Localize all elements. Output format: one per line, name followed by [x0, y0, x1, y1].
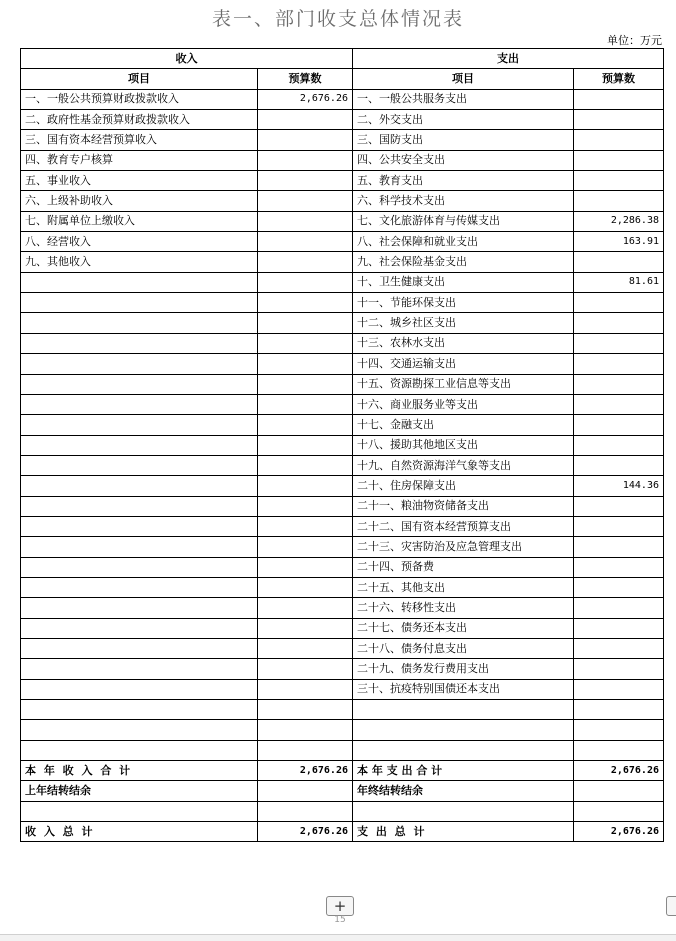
expense-item-cell: 四、公共安全支出: [353, 150, 574, 170]
income-value-cell: [258, 618, 353, 638]
expense-item-cell: 二十六、转移性支出: [353, 598, 574, 618]
side-scroll-button[interactable]: [666, 896, 676, 916]
income-item-cell: [21, 679, 258, 699]
income-value-cell: [258, 232, 353, 252]
expense-item-cell: 二十四、预备费: [353, 557, 574, 577]
expense-item-cell: 十八、援助其他地区支出: [353, 435, 574, 455]
table-row: [21, 415, 664, 435]
table-row: [21, 110, 664, 130]
expense-item-cell: 十五、资源勘探工业信息等支出: [353, 374, 574, 394]
expense-item-cell: 十二、城乡社区支出: [353, 313, 574, 333]
income-budget-header: 预算数: [258, 69, 353, 89]
table-row: [21, 435, 664, 455]
expense-item-cell: 十三、农林水支出: [353, 333, 574, 353]
blank-row: [21, 801, 664, 821]
table-row: [21, 232, 664, 252]
income-item-cell: [21, 638, 258, 658]
income-item-cell: [21, 293, 258, 313]
income-value-cell: [258, 394, 353, 414]
income-item-cell: [21, 272, 258, 292]
expense-item-cell: 二、外交支出: [353, 110, 574, 130]
expense-value-cell: [574, 293, 664, 313]
table-row: [21, 476, 664, 496]
expense-value-cell: [574, 130, 664, 150]
year-expense-total-label: 本 年 支 出 合 计: [353, 761, 574, 781]
expense-value-cell: [574, 171, 664, 191]
income-item-cell: [21, 394, 258, 414]
income-item-cell: 七、附属单位上缴收入: [21, 211, 258, 231]
grand-total-row: [21, 822, 664, 842]
income-item-cell: 四、教育专户核算: [21, 150, 258, 170]
income-item-cell: 八、经营收入: [21, 232, 258, 252]
income-value-cell: [258, 557, 353, 577]
table-row: [21, 455, 664, 475]
expense-value-cell: 2,286.38: [574, 211, 664, 231]
income-value-cell: [258, 700, 353, 720]
table-row: [21, 700, 664, 720]
table-row: [21, 577, 664, 597]
income-item-cell: [21, 618, 258, 638]
income-value-cell: [258, 333, 353, 353]
expense-section-header: 支出: [353, 49, 664, 69]
table-row: [21, 557, 664, 577]
income-item-cell: [21, 557, 258, 577]
income-value-cell: [258, 354, 353, 374]
table-row: [21, 638, 664, 658]
expense-item-cell: 二十九、债务发行费用支出: [353, 659, 574, 679]
expense-item-cell: 十一、节能环保支出: [353, 293, 574, 313]
expense-item-cell: 五、教育支出: [353, 171, 574, 191]
expense-item-cell: [353, 720, 574, 740]
income-value-cell: [258, 638, 353, 658]
table-row: [21, 516, 664, 536]
income-item-cell: [21, 455, 258, 475]
table-row: [21, 252, 664, 272]
expense-value-cell: [574, 516, 664, 536]
expense-item-cell: 七、文化旅游体育与传媒支出: [353, 211, 574, 231]
income-item-cell: [21, 700, 258, 720]
income-item-cell: [21, 496, 258, 516]
table-row: [21, 333, 664, 353]
expense-budget-header: 预算数: [574, 69, 664, 89]
table-row: [21, 740, 664, 760]
expense-value-cell: 163.91: [574, 232, 664, 252]
expense-item-cell: 十九、自然资源海洋气象等支出: [353, 455, 574, 475]
table-row: [21, 394, 664, 414]
income-value-cell: [258, 516, 353, 536]
expense-item-cell: 六、科学技术支出: [353, 191, 574, 211]
expense-value-cell: [574, 740, 664, 760]
expense-value-cell: 144.36: [574, 476, 664, 496]
expense-value-cell: 81.61: [574, 272, 664, 292]
income-value-cell: [258, 435, 353, 455]
income-value-cell: [258, 415, 353, 435]
income-item-cell: [21, 476, 258, 496]
income-item-cell: [21, 537, 258, 557]
income-item-cell: [21, 374, 258, 394]
expense-value-cell: [574, 191, 664, 211]
expense-value-cell: [574, 659, 664, 679]
table-row: [21, 374, 664, 394]
income-item-cell: [21, 415, 258, 435]
income-value-cell: [258, 171, 353, 191]
table-row: [21, 598, 664, 618]
page-number: 15: [334, 915, 346, 925]
income-item-cell: [21, 720, 258, 740]
expense-item-cell: 三、国防支出: [353, 130, 574, 150]
expense-value-cell: [574, 354, 664, 374]
carry-out-label: 年终结转结余: [353, 781, 574, 801]
income-value-cell: [258, 130, 353, 150]
expense-value-cell: [574, 537, 664, 557]
expense-item-cell: 二十五、其他支出: [353, 577, 574, 597]
table-row: [21, 150, 664, 170]
income-value-cell: [258, 191, 353, 211]
income-item-header: 项目: [21, 69, 258, 89]
table-row: [21, 537, 664, 557]
expense-item-cell: [353, 740, 574, 760]
table-row: [21, 293, 664, 313]
table-row: [21, 89, 664, 109]
table-row: [21, 211, 664, 231]
income-value-cell: [258, 537, 353, 557]
income-value-cell: [258, 577, 353, 597]
column-header-row: [21, 69, 664, 89]
carry-in-value: [258, 781, 353, 801]
grand-income-label: 收 入 总 计: [21, 822, 258, 842]
income-value-cell: [258, 293, 353, 313]
expense-value-cell: [574, 638, 664, 658]
income-item-cell: [21, 313, 258, 333]
income-item-cell: [21, 577, 258, 597]
expense-value-cell: [574, 150, 664, 170]
budget-table: [20, 48, 664, 842]
table-row: [21, 659, 664, 679]
year-total-row: [21, 761, 664, 781]
carry-over-row: [21, 781, 664, 801]
table-row: [21, 171, 664, 191]
income-item-cell: 六、上级补助收入: [21, 191, 258, 211]
expense-item-cell: 十七、金融支出: [353, 415, 574, 435]
income-value-cell: [258, 374, 353, 394]
expense-value-cell: [574, 455, 664, 475]
expense-item-cell: 九、社会保险基金支出: [353, 252, 574, 272]
expense-item-header: 项目: [353, 69, 574, 89]
expense-value-cell: [574, 374, 664, 394]
table-row: [21, 720, 664, 740]
year-expense-total-value: 2,676.26: [574, 761, 664, 781]
income-value-cell: [258, 455, 353, 475]
income-section-header: 收入: [21, 49, 353, 69]
income-value-cell: [258, 150, 353, 170]
expense-value-cell: [574, 720, 664, 740]
income-value-cell: [258, 496, 353, 516]
income-item-cell: 三、国有资本经营预算收入: [21, 130, 258, 150]
income-value-cell: [258, 272, 353, 292]
grand-income-value: 2,676.26: [258, 822, 353, 842]
expense-item-cell: 三十、抗疫特别国债还本支出: [353, 679, 574, 699]
year-income-total-value: 2,676.26: [258, 761, 353, 781]
year-income-total-label: 本 年 收 入 合 计: [21, 761, 258, 781]
expense-value-cell: [574, 313, 664, 333]
income-value-cell: [258, 679, 353, 699]
income-item-cell: [21, 598, 258, 618]
income-item-cell: 九、其他收入: [21, 252, 258, 272]
table-row: [21, 272, 664, 292]
grand-expense-label: 支 出 总 计: [353, 822, 574, 842]
expense-value-cell: [574, 496, 664, 516]
income-value-cell: [258, 313, 353, 333]
income-item-cell: [21, 354, 258, 374]
carry-out-value: [574, 781, 664, 801]
income-value-cell: [258, 720, 353, 740]
expense-value-cell: [574, 394, 664, 414]
expense-value-cell: [574, 557, 664, 577]
income-value-cell: [258, 598, 353, 618]
expense-value-cell: [574, 89, 664, 109]
expense-value-cell: [574, 252, 664, 272]
page-title: 表一、部门收支总体情况表: [211, 8, 464, 30]
expense-value-cell: [574, 577, 664, 597]
expense-item-cell: 十、卫生健康支出: [353, 272, 574, 292]
expense-item-cell: 八、社会保障和就业支出: [353, 232, 574, 252]
income-item-cell: [21, 659, 258, 679]
table-row: [21, 618, 664, 638]
income-value-cell: 2,676.26: [258, 89, 353, 109]
expense-value-cell: [574, 333, 664, 353]
table-row: [21, 313, 664, 333]
carry-in-label: 上年结转结余: [21, 781, 258, 801]
income-value-cell: [258, 110, 353, 130]
expense-value-cell: [574, 618, 664, 638]
income-item-cell: 一、一般公共预算财政拨款收入: [21, 89, 258, 109]
expense-item-cell: 二十一、粮油物资储备支出: [353, 496, 574, 516]
expense-value-cell: [574, 435, 664, 455]
expense-item-cell: 二十三、灾害防治及应急管理支出: [353, 537, 574, 557]
expense-item-cell: 一、一般公共服务支出: [353, 89, 574, 109]
section-header-row: [21, 49, 664, 69]
income-item-cell: [21, 333, 258, 353]
table-row: [21, 130, 664, 150]
grand-expense-value: 2,676.26: [574, 822, 664, 842]
add-page-button[interactable]: +: [326, 896, 354, 916]
income-item-cell: 五、事业收入: [21, 171, 258, 191]
expense-item-cell: [353, 700, 574, 720]
table-row: [21, 354, 664, 374]
expense-item-cell: 二十八、债务付息支出: [353, 638, 574, 658]
expense-value-cell: [574, 679, 664, 699]
income-item-cell: [21, 516, 258, 536]
unit-label: 单位：万元: [607, 34, 662, 47]
expense-value-cell: [574, 415, 664, 435]
table-row: [21, 191, 664, 211]
expense-item-cell: 二十、住房保障支出: [353, 476, 574, 496]
expense-item-cell: 十四、交通运输支出: [353, 354, 574, 374]
expense-value-cell: [574, 110, 664, 130]
income-item-cell: [21, 740, 258, 760]
expense-value-cell: [574, 598, 664, 618]
table-row: [21, 679, 664, 699]
income-value-cell: [258, 476, 353, 496]
income-value-cell: [258, 659, 353, 679]
income-item-cell: 二、政府性基金预算财政拨款收入: [21, 110, 258, 130]
expense-value-cell: [574, 700, 664, 720]
income-value-cell: [258, 740, 353, 760]
expense-item-cell: 二十二、国有资本经营预算支出: [353, 516, 574, 536]
table-row: [21, 496, 664, 516]
expense-item-cell: 十六、商业服务业等支出: [353, 394, 574, 414]
income-item-cell: [21, 435, 258, 455]
expense-item-cell: 二十七、债务还本支出: [353, 618, 574, 638]
income-value-cell: [258, 211, 353, 231]
income-value-cell: [258, 252, 353, 272]
